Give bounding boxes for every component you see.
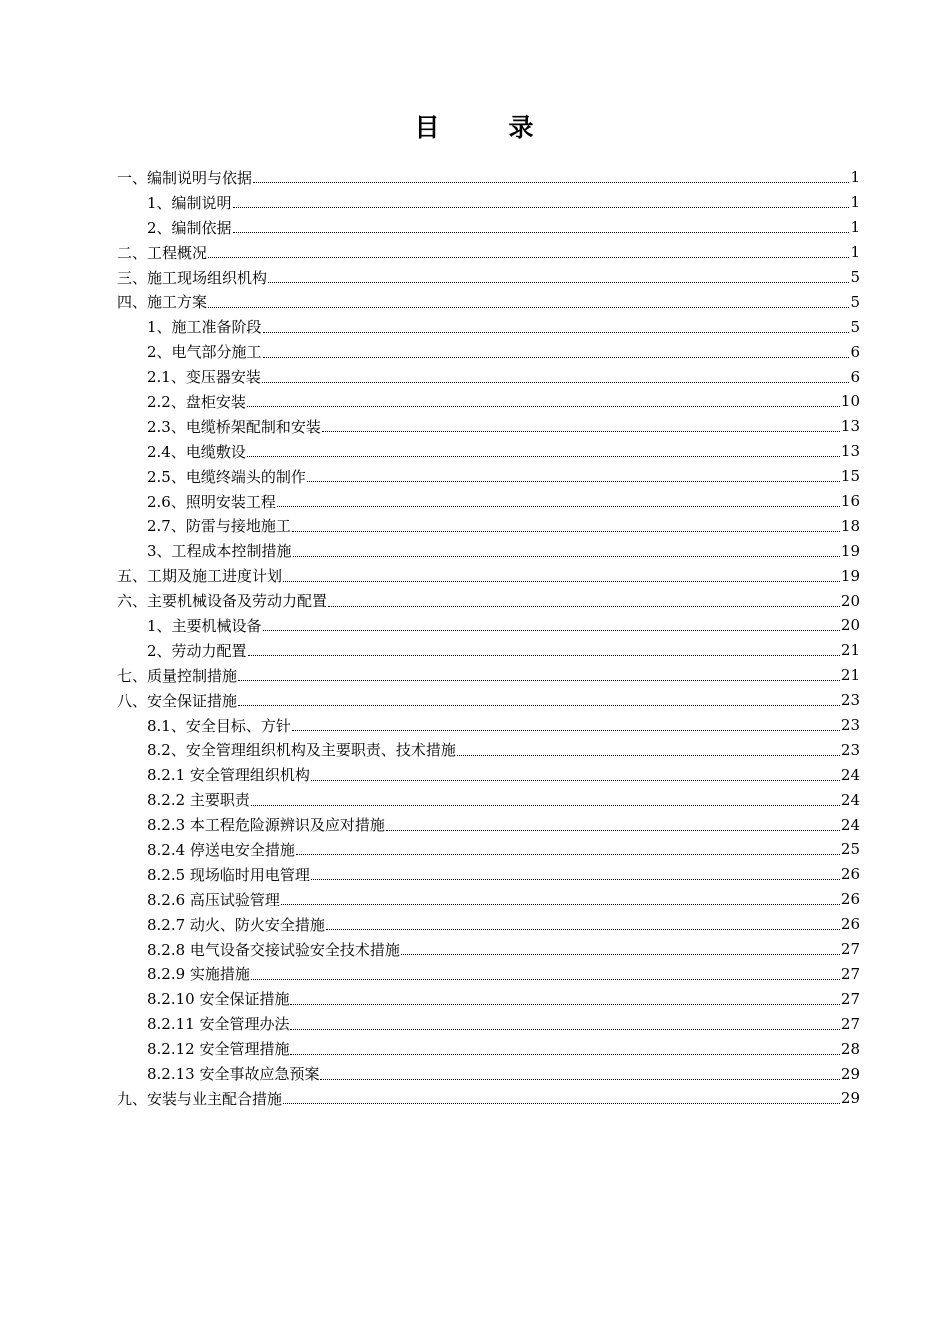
toc-entry-label: 1、主要机械设备 (147, 616, 262, 635)
toc-entry[interactable] (117, 439, 860, 464)
toc-entry-page-number: 16 (840, 492, 860, 511)
toc-entry[interactable] (117, 837, 860, 862)
toc-entry-label: 2.3、电缆桥架配制和安装 (147, 417, 321, 436)
toc-entry-label: 2.1、变压器安装 (147, 368, 261, 387)
toc-entry-page-number: 13 (840, 442, 860, 461)
toc-entry-label: 七、质量控制措施 (117, 666, 238, 685)
toc-entry-label: 九、安装与业主配合措施 (117, 1089, 283, 1108)
toc-entry[interactable] (117, 937, 860, 962)
dot-leader (290, 1028, 839, 1030)
dot-leader (208, 256, 849, 258)
dot-leader (248, 654, 840, 656)
toc-entry-page-number: 24 (840, 815, 860, 834)
toc-entry-label: 8.2.3 本工程危险源辨识及应对措施 (147, 816, 385, 835)
dot-leader (311, 878, 840, 880)
toc-entry[interactable] (117, 1011, 860, 1036)
toc-entry-label: 2.4、电缆敷设 (147, 442, 246, 461)
toc-entry-page-number: 26 (840, 865, 860, 884)
toc-entry[interactable] (117, 289, 860, 314)
toc-entry-label: 二、工程概况 (117, 243, 208, 262)
toc-entry-page-number: 19 (840, 541, 860, 560)
toc-entry-label: 2、劳动力配置 (147, 641, 247, 660)
dot-leader (307, 480, 840, 482)
toc-entry-label: 8.2.5 现场临时用电管理 (147, 865, 310, 884)
toc-entry-page-number: 29 (840, 1064, 860, 1083)
toc-entry-label: 8.2.2 主要职责 (147, 791, 250, 810)
toc-entry-label: 8.2.4 停送电安全措施 (147, 840, 295, 859)
toc-entry-label: 四、施工方案 (117, 293, 208, 312)
dot-leader (322, 430, 840, 432)
toc-entry-label: 8.2.9 实施措施 (147, 965, 250, 984)
dot-leader (328, 605, 840, 607)
toc-entry-label: 8.2.6 高压试验管理 (147, 890, 280, 909)
toc-entry-page-number: 27 (840, 989, 860, 1008)
toc-entry[interactable] (117, 190, 860, 215)
toc-entry-page-number: 28 (840, 1039, 860, 1058)
toc-entry-page-number: 1 (850, 168, 860, 187)
toc-entry-label: 2、编制依据 (147, 218, 232, 237)
dot-leader (263, 356, 850, 358)
toc-entry[interactable] (117, 787, 860, 812)
toc-entry[interactable] (117, 489, 860, 514)
toc-entry-page-number: 13 (840, 417, 860, 436)
dot-leader (247, 405, 840, 407)
toc-entry[interactable] (117, 1061, 860, 1086)
dot-leader (251, 804, 840, 806)
toc-entry-page-number: 21 (840, 641, 860, 660)
toc-entry[interactable] (117, 887, 860, 912)
toc-entry-label: 8.2、安全管理组织机构及主要职责、技术措施 (147, 741, 456, 760)
toc-entry-label: 8.2.7 动火、防火安全措施 (147, 915, 325, 934)
dot-leader (247, 455, 840, 457)
toc-entry-label: 1、编制说明 (147, 193, 232, 212)
toc-entry[interactable] (117, 339, 860, 364)
dot-leader (296, 853, 840, 855)
dot-leader (290, 1053, 839, 1055)
dot-leader (281, 903, 840, 905)
toc-entry-page-number: 10 (840, 392, 860, 411)
dot-leader (386, 829, 840, 831)
toc-entry[interactable] (117, 812, 860, 837)
toc-entry-page-number: 27 (840, 964, 860, 983)
toc-entry-page-number: 21 (840, 666, 860, 685)
toc-entry-label: 8.2.8 电气设备交接试验安全技术措施 (147, 940, 400, 959)
toc-entry-label: 8.2.13 安全事故应急预案 (147, 1065, 320, 1083)
dot-leader (233, 206, 850, 208)
toc-entry-page-number: 26 (840, 915, 860, 934)
toc-entry[interactable] (117, 737, 860, 762)
dot-leader (311, 779, 840, 781)
toc-entry[interactable] (117, 265, 860, 290)
toc-list (117, 165, 860, 1111)
dot-leader (283, 580, 840, 582)
toc-entry[interactable] (117, 165, 860, 190)
toc-entry-label: 8.2.11 安全管理办法 (147, 1015, 290, 1034)
dot-leader (326, 928, 840, 930)
toc-entry[interactable] (117, 986, 860, 1011)
toc-entry[interactable] (117, 663, 860, 688)
toc-entry[interactable] (117, 389, 860, 414)
toc-entry[interactable] (117, 414, 860, 439)
toc-entry[interactable] (117, 962, 860, 987)
toc-entry[interactable] (117, 862, 860, 887)
toc-entry[interactable] (117, 588, 860, 613)
toc-entry-page-number: 1 (850, 218, 860, 237)
toc-entry[interactable] (117, 314, 860, 339)
toc-entry[interactable] (117, 912, 860, 937)
toc-entry-label: 六、主要机械设备及劳动力配置 (117, 592, 328, 611)
dot-leader (253, 181, 849, 183)
dot-leader (292, 530, 840, 532)
toc-entry-label: 3、工程成本控制措施 (147, 542, 292, 561)
toc-entry-label: 2.7、防雷与接地施工 (147, 517, 291, 536)
toc-entry-label: 8.2.1 安全管理组织机构 (147, 766, 310, 785)
dot-leader (233, 231, 850, 233)
toc-entry-page-number: 23 (840, 740, 860, 759)
toc-entry-page-number: 19 (840, 566, 860, 585)
toc-entry-label: 8.2.10 安全保证措施 (147, 990, 290, 1009)
dot-leader (251, 978, 840, 980)
toc-entry-label: 五、工期及施工进度计划 (117, 567, 283, 586)
toc-entry-page-number: 25 (840, 840, 860, 859)
toc-entry[interactable] (117, 563, 860, 588)
dot-leader (262, 381, 850, 383)
toc-entry-page-number: 15 (840, 467, 860, 486)
dot-leader (263, 331, 850, 333)
toc-entry-label: 三、施工现场组织机构 (117, 268, 268, 287)
toc-entry[interactable] (117, 215, 860, 240)
toc-entry-page-number: 5 (850, 268, 860, 286)
toc-entry-page-number: 20 (840, 591, 860, 610)
toc-entry-page-number: 23 (840, 716, 860, 735)
toc-entry-label: 1、施工准备阶段 (147, 318, 262, 337)
toc-entry-page-number: 26 (840, 890, 860, 909)
toc-entry[interactable] (117, 762, 860, 787)
toc-entry[interactable] (117, 638, 860, 663)
dot-leader (238, 704, 840, 706)
dot-leader (277, 505, 840, 507)
toc-entry-page-number: 5 (850, 317, 860, 336)
toc-entry[interactable] (117, 1036, 860, 1061)
toc-entry[interactable] (117, 1086, 860, 1111)
toc-entry[interactable] (117, 364, 860, 389)
toc-entry-page-number: 20 (840, 616, 860, 635)
toc-entry[interactable] (117, 713, 860, 738)
toc-entry-label: 2.5、电缆终端头的制作 (147, 467, 306, 486)
toc-entry-page-number: 29 (840, 1089, 860, 1108)
toc-entry-page-number: 6 (850, 367, 860, 386)
toc-entry[interactable] (117, 513, 860, 538)
toc-entry-page-number: 5 (850, 292, 860, 311)
dot-leader (263, 629, 840, 631)
toc-entry-label: 2、电气部分施工 (147, 343, 262, 362)
toc-entry-page-number: 23 (840, 691, 860, 710)
dot-leader (283, 1102, 840, 1104)
dot-leader (238, 679, 840, 681)
dot-leader (290, 1003, 839, 1005)
dot-leader (208, 306, 849, 308)
toc-entry-label: 2.6、照明安装工程 (147, 492, 276, 511)
dot-leader (320, 1078, 839, 1080)
toc-entry-page-number: 18 (840, 516, 860, 535)
toc-entry-page-number: 27 (840, 940, 860, 959)
toc-entry-label: 一、编制说明与依据 (117, 168, 253, 187)
dot-leader (268, 281, 849, 283)
dot-leader (401, 953, 840, 955)
toc-entry[interactable] (117, 464, 860, 489)
toc-entry[interactable] (117, 538, 860, 563)
toc-entry-label: 8.2.12 安全管理措施 (147, 1040, 290, 1059)
toc-entry[interactable] (117, 240, 860, 265)
toc-entry-page-number: 27 (840, 1014, 860, 1033)
toc-entry-page-number: 24 (840, 765, 860, 784)
toc-entry-page-number: 6 (850, 342, 860, 361)
toc-entry-page-number: 1 (850, 243, 860, 262)
toc-entry-label: 八、安全保证措施 (117, 691, 238, 710)
toc-entry[interactable] (117, 613, 860, 638)
dot-leader (293, 555, 840, 557)
toc-entry-page-number: 24 (840, 790, 860, 809)
toc-entry[interactable] (117, 688, 860, 713)
toc-entry-label: 8.1、安全目标、方针 (147, 716, 291, 735)
toc-entry-page-number: 1 (850, 193, 860, 212)
toc-title: 目 录 (414, 113, 556, 142)
dot-leader (457, 754, 840, 756)
toc-entry-label: 2.2、盘柜安装 (147, 392, 246, 411)
dot-leader (292, 729, 840, 731)
